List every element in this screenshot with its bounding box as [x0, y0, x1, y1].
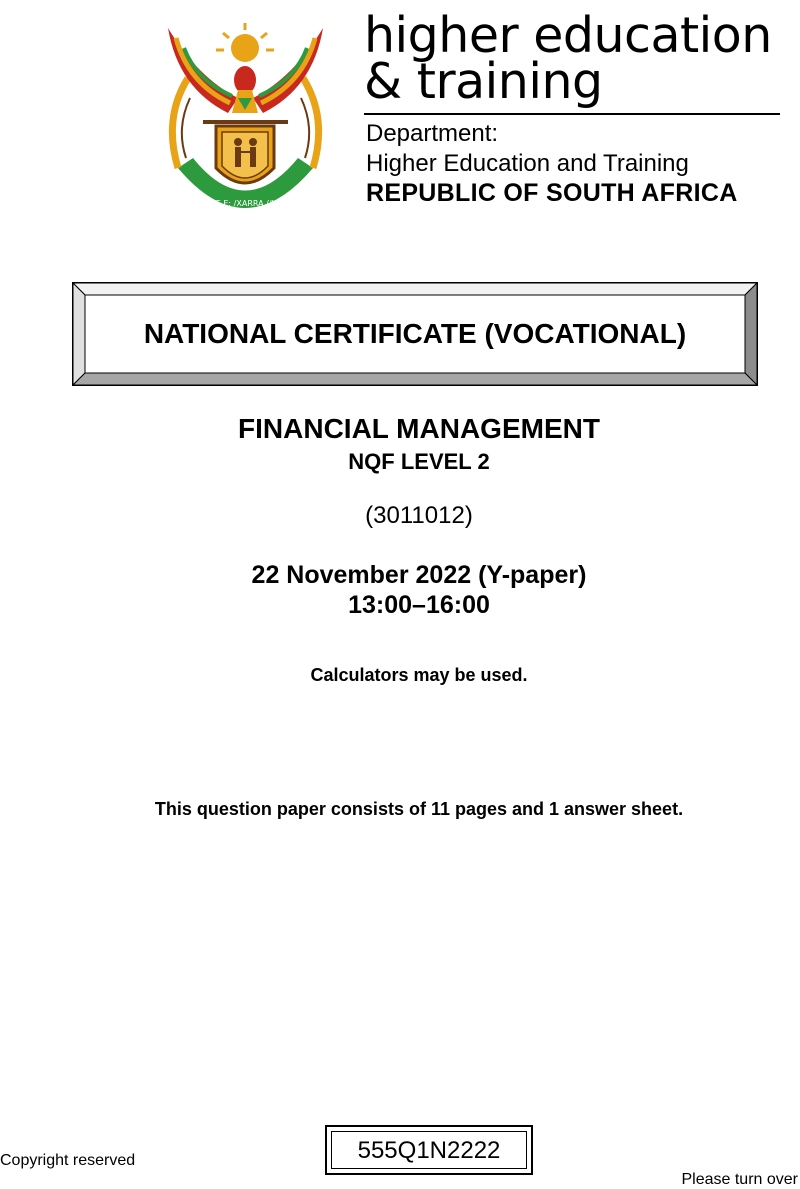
calculator-note: Calculators may be used.	[310, 665, 528, 685]
coat-of-arms-logo	[158, 18, 333, 228]
copyright-notice: Copyright reserved	[0, 1152, 136, 1169]
brand-title-line2: & training	[364, 53, 603, 110]
subject-title: FINANCIAL MANAGEMENT	[238, 413, 600, 444]
paper-code-box	[325, 1125, 533, 1175]
banner-title: NATIONAL CERTIFICATE (VOCATIONAL)	[143, 318, 687, 349]
nqf-level: NQF LEVEL 2	[348, 449, 490, 474]
department-name: Higher Education and Training	[366, 150, 689, 177]
header-divider	[364, 113, 780, 115]
page-count-note: This question paper consists of 11 pages and 1 answer sheet.	[154, 799, 684, 819]
department-label: Department:	[366, 120, 499, 147]
exam-time: 13:00–16:00	[348, 591, 490, 619]
subject-code: (3011012)	[365, 502, 473, 529]
svg-text:IKE E: /XARRA //KE: IKE E: /XARRA //KE	[208, 199, 282, 208]
brand-title-line1: higher education	[364, 7, 772, 64]
country-name: REPUBLIC OF SOUTH AFRICA	[366, 179, 738, 207]
exam-date: 22 November 2022 (Y-paper)	[251, 561, 587, 589]
turn-over-note: Please turn over	[681, 1171, 798, 1188]
certificate-banner	[72, 282, 758, 386]
paper-code: 555Q1N2222	[331, 1131, 527, 1169]
